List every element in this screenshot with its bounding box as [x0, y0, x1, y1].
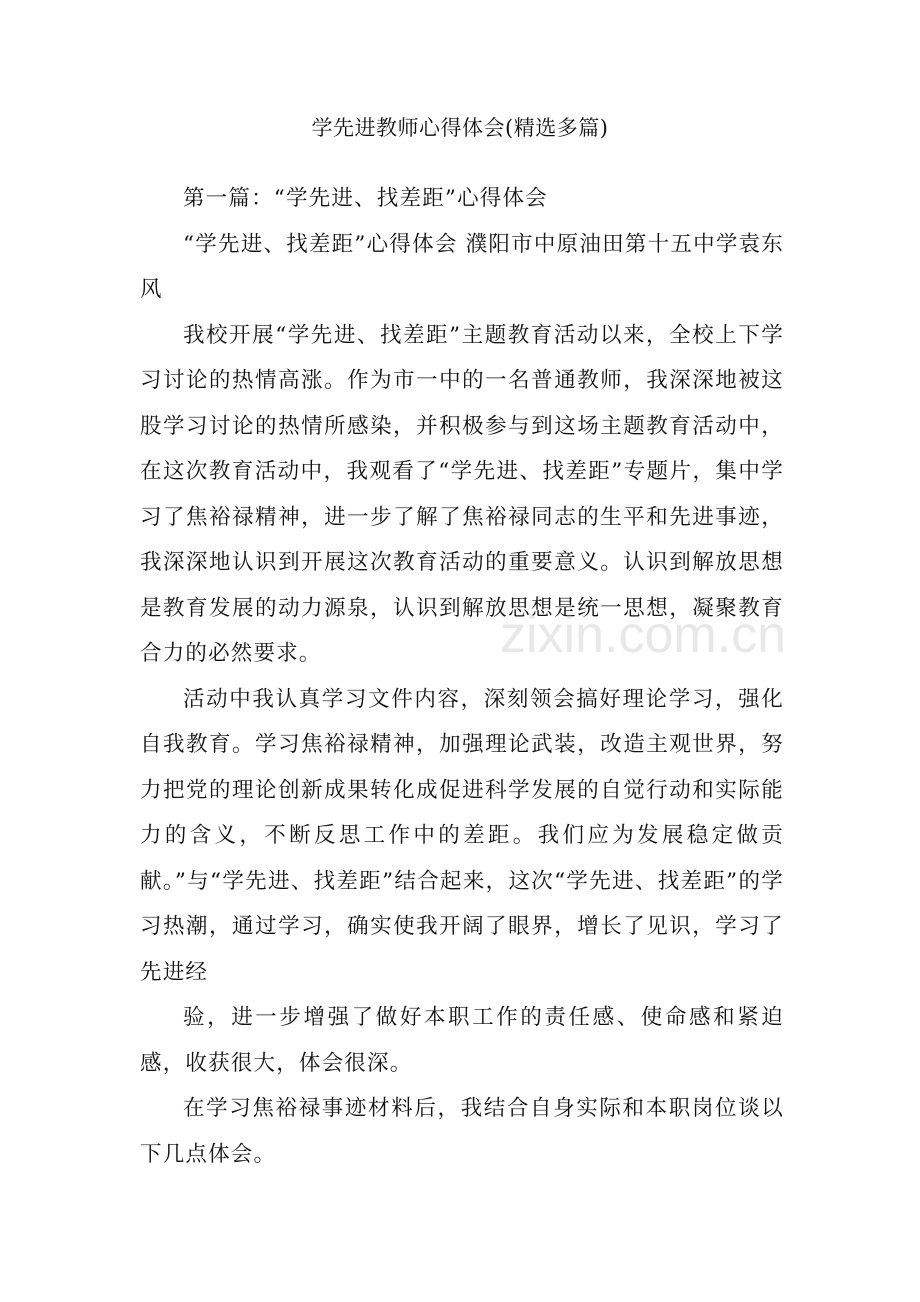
body-paragraph: 在学习焦裕禄事迹材料后，我结合自身实际和本职岗位谈以下几点体会。	[140, 1096, 784, 1167]
document-title: 学先进教师心得体会(精选多篇)	[311, 116, 609, 140]
body-paragraph: 活动中我认真学习文件内容，深刻领会搞好理论学习，强化自我教育。学习焦裕禄精神，加强理论武装，改造主观世界，努力把党的理论创新成果转化成促进科学发展的自觉行动和实际能力的含义，不断反思工作中的差距。我们应为发展稳定做贡献。”与“学先进、找差距”结合起来，这次“学先进、找差距”的学习热潮，通过学习，确实使我开阔了眼界，增长了见识，学习了先进经	[140, 686, 784, 985]
section-heading: 第一篇：“学先进、找差距”心得体会	[183, 186, 548, 211]
document-body	[140, 176, 787, 1177]
body-paragraph: 我校开展“学先进、找差距”主题教育活动以来，全校上下学习讨论的热情高涨。作为市一中的一名普通教师，我深深地被这股学习讨论的热情所感染，并积极参与到这场主题教育活动中，在这次教育活动中，我观看了“学先进、找差距”专题片，集中学习了焦裕禄精神，进一步了解了焦裕禄同志的生平和先进事迹，我深深地认识到开展这次教育活动的重要意义。认识到解放思想是教育发展的动力源泉，认识到解放思想是统一思想，凝聚教育合力的必然要求。	[140, 322, 784, 666]
body-paragraph: 验，进一步增强了做好本职工作的责任感、使命感和紧迫感，收获很大，体会很深。	[140, 1005, 784, 1076]
watermark: zixin.com.cn	[500, 606, 787, 664]
byline-paragraph: “学先进、找差距”心得体会 濮阳市中原油田第十五中学袁东风	[140, 231, 784, 302]
